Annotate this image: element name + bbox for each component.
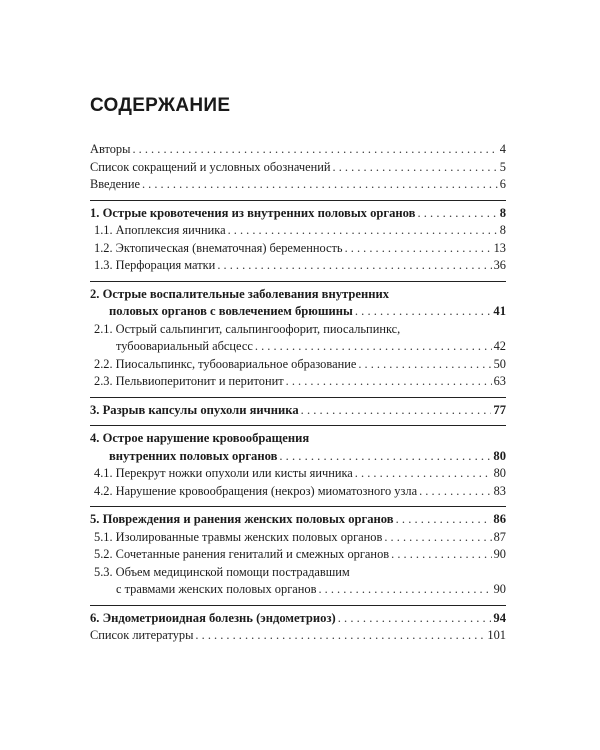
toc-entry-page: 5 xyxy=(499,159,506,174)
toc-entry-page: 87 xyxy=(493,529,506,544)
leader-dots xyxy=(417,205,497,223)
toc-chapter-heading[interactable] xyxy=(90,511,506,529)
leader-dots xyxy=(338,610,492,628)
toc-chapter-heading[interactable] xyxy=(90,430,506,465)
leader-dots xyxy=(419,483,492,501)
leader-dots xyxy=(228,222,498,240)
toc-entry-page: 6 xyxy=(499,177,506,191)
toc-entry-title: 2.3. Пельвиоперитонит и перитонит xyxy=(94,374,284,388)
toc-subentry[interactable] xyxy=(90,564,506,599)
leader-dots xyxy=(391,546,491,564)
toc-entry-title: 1. Острые кровотечения из внутренних половых органов xyxy=(90,205,416,220)
toc-entry-title: 5.2. Сочетанные ранения гениталий и смежных органов xyxy=(94,547,390,561)
toc-chapter-3 xyxy=(90,397,506,426)
toc-entry-title: 6. Эндометриоидная болезнь (эндометриоз) xyxy=(90,610,336,625)
toc-entry-continuation xyxy=(90,448,506,466)
toc-entry-title: 1.1. Апоплексия яичника xyxy=(94,223,226,237)
leader-dots xyxy=(384,529,491,547)
leader-dots xyxy=(355,465,492,483)
toc-entry-references[interactable] xyxy=(90,627,506,645)
leader-dots xyxy=(345,240,492,258)
leader-dots xyxy=(355,303,492,321)
toc-page xyxy=(90,95,506,651)
leader-dots xyxy=(132,141,497,159)
toc-entry-title-line1: 2. Острые воспалительные заболевания внутренних xyxy=(90,286,390,301)
toc-entry-page: 83 xyxy=(493,483,506,498)
toc-entry-title-line1: 2.1. Острый сальпингит, сальпингоофорит, пиосальпинкс, xyxy=(94,321,401,336)
toc-entry-introduction[interactable] xyxy=(90,176,506,194)
toc-entry-page: 41 xyxy=(493,304,506,318)
toc-entry-title: 2.2. Пиосальпинкс, тубоовариальное образование xyxy=(94,356,357,371)
toc-subentry[interactable] xyxy=(90,356,506,374)
toc-entry-page: 8 xyxy=(499,205,506,220)
toc-subentry[interactable] xyxy=(90,257,506,275)
toc-entry-title-line2: внутренних половых органов xyxy=(109,448,278,463)
toc-subentry[interactable] xyxy=(90,465,506,483)
toc-entry-page: 8 xyxy=(499,223,506,237)
toc-front-matter xyxy=(90,137,506,200)
toc-chapter-heading[interactable] xyxy=(90,402,506,420)
toc-entry-title: 1.3. Перфорация матки xyxy=(94,258,216,272)
toc-subentry[interactable] xyxy=(90,546,506,564)
toc-entry-page: 36 xyxy=(493,258,506,272)
toc-entry-page: 94 xyxy=(493,610,506,625)
toc-entry-continuation xyxy=(94,581,506,599)
leader-dots xyxy=(255,338,492,356)
toc-entry-title-line1: 4. Острое нарушение кровообращения xyxy=(90,431,310,445)
toc-chapter-heading[interactable] xyxy=(90,205,506,223)
toc-entry-title: 5.1. Изолированные травмы женских половых органов xyxy=(94,529,383,544)
leader-dots xyxy=(301,402,492,420)
toc-entry-continuation xyxy=(94,338,506,356)
toc-entry-page: 13 xyxy=(493,240,506,255)
toc-entry-continuation xyxy=(90,303,506,321)
toc-chapter-5 xyxy=(90,506,506,605)
toc-chapter-heading[interactable] xyxy=(90,286,506,321)
toc-entry-authors[interactable] xyxy=(90,141,506,159)
toc-chapter-heading[interactable] xyxy=(90,610,506,628)
toc-entry-title: Список сокращений и условных обозначений xyxy=(90,159,331,174)
toc-entry-title-line2: тубоовариальный абсцесс xyxy=(116,339,253,353)
toc-subentry[interactable] xyxy=(90,483,506,501)
toc-entry-page: 63 xyxy=(493,374,506,388)
toc-entry-title: 4.2. Нарушение кровообращения (некроз) миоматозного узла xyxy=(94,483,418,498)
toc-entry-title-line2: с травмами женских половых органов xyxy=(116,582,317,596)
toc-entry-page: 90 xyxy=(493,547,506,561)
toc-entry-page: 77 xyxy=(493,402,506,417)
leader-dots xyxy=(318,581,491,599)
toc-entry-title: 5. Повреждения и ранения женских половых органов xyxy=(90,512,394,526)
toc-entry-title-line1: 5.3. Объем медицинской помощи пострадавшим xyxy=(94,564,350,579)
toc-entry-page: 90 xyxy=(493,582,506,596)
toc-entry-title: 4.1. Перекрут ножки опухоли или кисты яичника xyxy=(94,466,353,480)
toc-entry-page: 80 xyxy=(493,448,506,463)
leader-dots xyxy=(286,373,492,391)
toc-subentry[interactable] xyxy=(90,222,506,240)
toc-entry-title: Введение xyxy=(90,177,140,191)
toc-chapter-4 xyxy=(90,425,506,506)
toc-entry-page: 80 xyxy=(493,466,506,480)
toc-entry-page: 50 xyxy=(493,356,506,371)
page-title: СОДЕРЖАНИЕ xyxy=(90,95,231,116)
toc-subentry[interactable] xyxy=(90,373,506,391)
toc-entry-title-line2: половых органов с вовлечением брюшины xyxy=(109,304,353,318)
toc-chapter-2 xyxy=(90,281,506,397)
toc-entry-title: Список литературы xyxy=(90,628,194,642)
leader-dots xyxy=(333,159,498,177)
leader-dots xyxy=(195,627,485,645)
toc-entry-page: 42 xyxy=(493,339,506,353)
leader-dots xyxy=(396,511,492,529)
toc-chapter-1 xyxy=(90,200,506,281)
toc-entry-title: Авторы xyxy=(90,142,131,156)
toc-entry-page: 101 xyxy=(487,628,506,642)
toc-entry-title: 3. Разрыв капсулы опухоли яичника xyxy=(90,402,299,417)
leader-dots xyxy=(279,448,491,466)
toc-entry-abbreviations[interactable] xyxy=(90,159,506,177)
toc-entry-title: 1.2. Эктопическая (внематочная) беременность xyxy=(94,240,343,255)
toc-subentry[interactable] xyxy=(90,240,506,258)
toc-chapter-6 xyxy=(90,605,506,651)
leader-dots xyxy=(217,257,491,275)
toc-subentry[interactable] xyxy=(90,529,506,547)
toc-entry-page: 4 xyxy=(499,142,506,156)
leader-dots xyxy=(142,176,498,194)
toc-subentry[interactable] xyxy=(90,321,506,356)
toc-entry-page: 86 xyxy=(493,512,506,526)
leader-dots xyxy=(358,356,491,374)
